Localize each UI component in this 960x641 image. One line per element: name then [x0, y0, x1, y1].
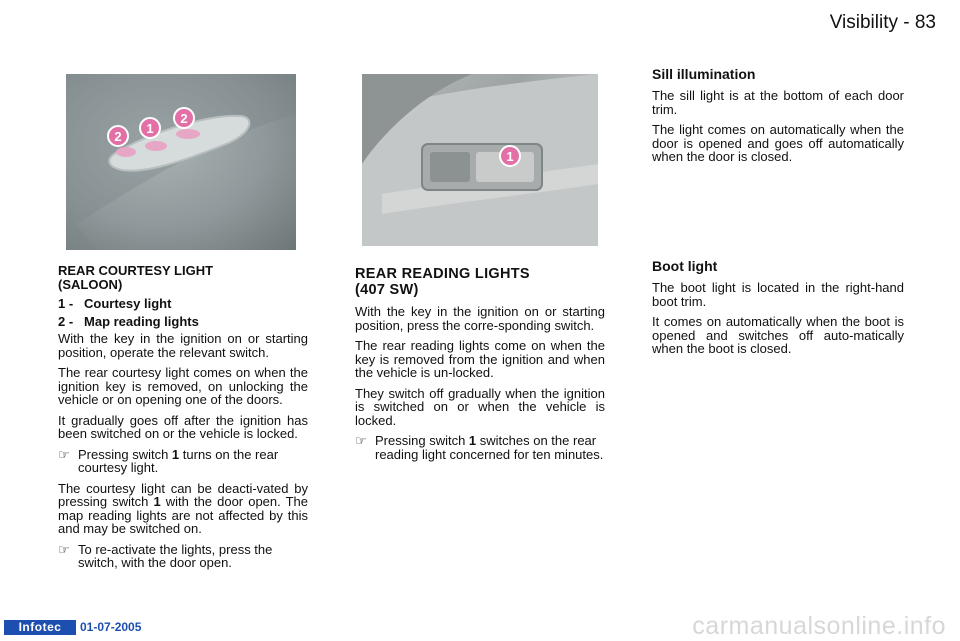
pointing-hand-icon: ☞ [58, 541, 70, 557]
watermark: carmanualsonline.info [692, 612, 946, 640]
header-separator: - [903, 12, 910, 33]
col1-paragraph-1: With the key in the ignition on or starting position, operate the relevant switch. [58, 331, 308, 360]
rear-reading-light-photo [362, 74, 598, 246]
rear-reading-heading-line2: (407 SW) [355, 282, 419, 298]
photo1-label-2a: 2 [114, 129, 122, 144]
sill-paragraph-1: The sill light is at the bottom of each door trim. [652, 88, 904, 117]
rear-reading-heading [355, 266, 605, 298]
section-title: Visibility [829, 12, 898, 33]
legend-item-1: 1 - Courtesy light [58, 296, 172, 311]
reading-light-illustration [362, 74, 598, 246]
photo1-label-1: 1 [146, 121, 154, 136]
rear-reading-heading-line1: REAR READING LIGHTS [355, 266, 530, 282]
col-rear-reading-lights [355, 266, 605, 468]
infotec-logo: Infotec [4, 620, 76, 635]
boot-light-heading: Boot light [652, 258, 718, 274]
col1-paragraph-3: It gradually goes off after the ignition has been switched on or the vehicle is locked. [58, 412, 308, 441]
page-header [830, 12, 936, 34]
col-boot-light [652, 259, 904, 363]
sill-paragraph-2: The light comes on automatically when the door is opened and goes off automatically when the door is closed. [652, 122, 904, 164]
col-rear-courtesy-light [58, 264, 308, 577]
pointing-hand-icon: ☞ [58, 446, 70, 462]
photo1-label-2b: 2 [180, 111, 188, 126]
col1-paragraph-4 [58, 482, 308, 536]
col1-bullet-1-num: 1 [171, 446, 180, 462]
col1-p4-pre: The courtesy light can be deacti-vated by pressing switch [58, 480, 308, 509]
col1-bullet-1-pre: Pressing switch [78, 446, 172, 462]
legend-item-2: 2 - Map reading lights [58, 313, 199, 329]
boot-paragraph-1: The boot light is located in the right-hand boot trim. [652, 280, 904, 309]
rear-courtesy-heading-line1: REAR COURTESY LIGHT [58, 263, 214, 278]
col-sill-boot-lights [652, 67, 904, 171]
col1-bullet-1-post: turns on the rear courtesy light. [78, 446, 279, 475]
rear-courtesy-heading [58, 264, 308, 291]
col2-paragraph-1: With the key in the ignition on or starting position, press the corre-sponding switch. [355, 304, 605, 333]
courtesy-light-illustration [66, 74, 296, 250]
photo2-label-1: 1 [506, 149, 514, 164]
page-number: 83 [914, 12, 936, 33]
col1-bullet-2-text: To re-activate the lights, press the switch, with the door open. [78, 541, 273, 570]
col2-bullet-post: switches on the rear reading light concerned for ten minutes. [375, 433, 604, 462]
col1-p4-num: 1 [153, 494, 161, 509]
col1-bullet-1 [58, 448, 308, 475]
col1-bullet-2 [58, 543, 308, 570]
rear-courtesy-light-photo [66, 74, 296, 250]
sill-illumination-heading: Sill illumination [652, 66, 756, 82]
col1-paragraph-2: The rear courtesy light comes on when the ignition key is removed, on unlocking the vehicle or on opening one of the doors. [58, 365, 308, 407]
col2-bullet-pre: Pressing switch [375, 433, 469, 448]
col2-bullet-num: 1 [468, 433, 477, 448]
col2-bullet-1 [355, 434, 605, 461]
col2-paragraph-2: The rear reading lights come on when the key is removed from the ignition and when the vehicle is un-locked. [355, 338, 605, 380]
boot-paragraph-2: It comes on automatically when the boot is opened and switches off auto-matically when the boot is closed. [652, 314, 904, 356]
col2-paragraph-3: They switch off gradually when the ignition is switched on or when the vehicle is locked. [355, 385, 605, 428]
footer-date: 01-07-2005 [80, 620, 142, 634]
col1-p4-post: with the door open. The map reading lights are not affected by this and may be switched on. [58, 494, 309, 536]
pointing-hand-icon: ☞ [355, 433, 367, 448]
rear-courtesy-heading-line2: (SALOON) [58, 276, 123, 292]
